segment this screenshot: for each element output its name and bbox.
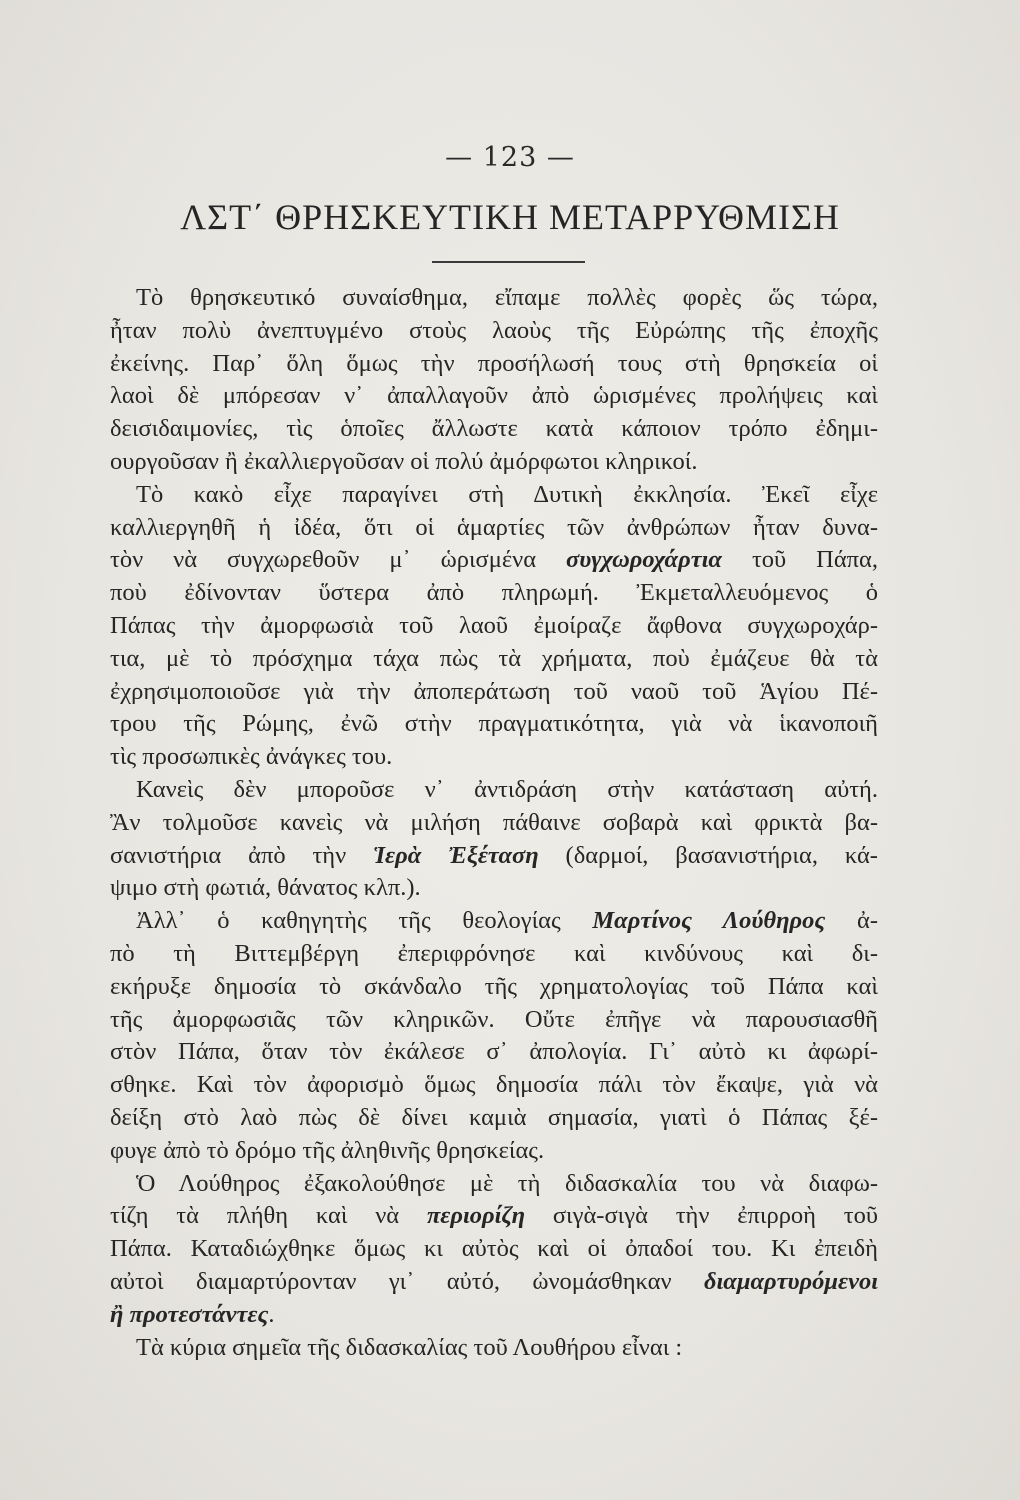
text-line: Πάπα. Καταδιώχθηκε ὅμως κι αὐτὸς καὶ οἱ ὀπαδοί του. Κι ἐπειδὴ [110,1235,878,1263]
text-line: λαοὶ δὲ μπόρεσαν ν᾽ ἀπαλλαγοῦν ἀπὸ ὡρισμένες προλήψεις καὶ [110,382,878,410]
text-line: Ὁ Λούθηρος ἐξακολούθησε μὲ τὴ διδασκαλία του νὰ διαφω- [136,1169,878,1197]
emphasized-term: συγχωροχάρτια [566,546,722,574]
text-segment: Ἀλλ᾽ ὁ καθηγητὴς τῆς θεολογίας [136,907,593,935]
text-line: τὶς προσωπικὲς ἀνάγκες του. [110,743,393,771]
text-line: ποὺ ἐδίνονταν ὕστερα ἀπὸ πληρωμή. Ἐκμεταλλευόμενος ὁ [110,579,878,607]
text-segment: σανιστήρια ἀπὸ τὴν [110,841,374,869]
text-line [110,905,878,938]
text-line: πὸ τὴ Βιττεμβέργη ἐπεριφρόνησε καὶ κινδύνους καὶ δι- [110,939,878,967]
text-line: καλλιεργηθῆ ἡ ἰδέα, ὅτι οἱ ἁμαρτίες τῶν ἀνθρώπων ἦταν δυνα- [110,513,878,541]
paragraph-4 [110,905,878,1167]
emphasized-term: περιορίζη [426,1202,526,1230]
emphasized-term: Ἱερὰ Ἐξέταση [373,841,539,869]
text-segment: σιγὰ-σιγὰ τὴν ἐπιρροὴ τοῦ [525,1202,879,1230]
text-line: Κανεὶς δὲν μποροῦσε ν᾽ ἀντιδράση στὴν κατάσταση αὐτή. [136,775,878,803]
text-line: τῆς ἀμορφωσιᾶς τῶν κληρικῶν. Οὔτε ἐπῆγε νὰ παρουσιασθῆ [110,1005,878,1033]
text-line: τρου τῆς Ρώμης, ἐνῶ στὴν πραγματικότητα, γιὰ νὰ ἱκανοποιῆ [110,710,878,738]
paragraph-6 [110,1332,878,1365]
text-segment: τοῦ Πάπα, [721,546,878,574]
paragraph-5 [110,1168,878,1332]
text-line [110,1299,878,1332]
text-segment: τὸν νὰ συγχωρεθοῦν μ᾽ ὡρισμένα [110,546,567,574]
text-line: ουργοῦσαν ἢ ἐκαλλιεργοῦσαν οἱ πολύ ἀμόρφωτοι κληρικοί. [110,447,698,475]
chapter-title: ΛΣΤ΄ ΘΡΗΣΚΕΥΤΙΚΗ ΜΕΤΑΡΡΥΘΜΙΣΗ [180,197,840,237]
text-segment: . [268,1300,275,1328]
text-line: δεισιδαιμονίες, τὶς ὁποῖες ἄλλωστε κατὰ κάποιον τρόπο ἐδημι- [110,415,878,443]
text-line: Τὸ κακὸ εἶχε παραγίνει στὴ Δυτικὴ ἐκκλησία. Ἐκεῖ εἶχε [136,480,878,508]
emphasized-term: Μαρτίνος Λούθηρος [592,907,826,935]
text-segment: ἀ- [825,907,879,935]
text-line: Τὰ κύρια σημεῖα τῆς διδασκαλίας τοῦ Λουθήρου εἶναι : [136,1333,683,1361]
text-line: εκήρυξε δημοσία τὸ σκάνδαλο τῆς χρηματολογίας τοῦ Πάπα καὶ [110,972,878,1000]
text-line: τια, μὲ τὸ πρόσχημα τάχα πὼς τὰ χρήματα, ποὺ ἐμάζευε θὰ τὰ [110,644,878,672]
text-line: Πάπας τὴν ἀμορφωσιὰ τοῦ λαοῦ ἐμοίραζε ἄφθονα συγχωροχάρ- [110,611,878,639]
text-line [110,1200,878,1233]
paragraph-1 [110,282,878,479]
page-number: — 123 — [445,142,575,173]
text-line: σθηκε. Καὶ τὸν ἀφορισμὸ ὅμως δημοσία πάλι τὸν ἔκαψε, γιὰ νὰ [110,1071,878,1099]
text-line: ἦταν πολὺ ἀνεπτυγμένο στοὺς λαοὺς τῆς Εὐρώπης τῆς ἐποχῆς [110,316,878,344]
text-line [110,1266,878,1299]
text-line [110,840,878,873]
text-segment: (δαρμοί, βασανιστήρια, κά- [538,841,878,869]
text-line: φυγε ἀπὸ τὸ δρόμο τῆς ἀληθινῆς θρησκείας. [110,1136,545,1164]
title-divider [432,261,585,263]
text-line: Ἂν τολμοῦσε κανεὶς νὰ μιλήση πάθαινε σοβαρὰ καὶ φρικτὰ βα- [110,808,878,836]
text-segment: τίζη τὰ πλήθη καὶ νὰ [110,1202,427,1230]
text-line: ψιμο στὴ φωτιά, θάνατος κλπ.). [110,874,421,902]
body-text [110,282,878,1364]
text-segment: αὐτοὶ διαμαρτύρονταν γι᾽ αὐτό, ὠνομάσθηκαν [110,1267,704,1295]
text-line [110,544,878,577]
text-line: ἐχρησιμοποιοῦσε γιὰ τὴν ἀποπεράτωση τοῦ ναοῦ τοῦ Ἁγίου Πέ- [110,677,878,705]
text-line: Τὸ θρησκευτικό συναίσθημα, εἴπαμε πολλὲς φορὲς ὥς τώρα, [136,284,878,311]
text-line: ἐκείνης. Παρ᾽ ὅλη ὅμως τὴν προσήλωσή τους στὴ θρησκεία οἱ [110,349,878,377]
text-line: δείξη στὸ λαὸ πὼς δὲ δίνει καμιὰ σημασία, γιατὶ ὁ Πάπας ξέ- [110,1103,878,1131]
text-line: στὸν Πάπα, ὅταν τὸν ἐκάλεσε σ᾽ ἀπολογία. Γι᾽ αὐτὸ κι ἀφωρί- [110,1038,878,1066]
paragraph-3 [110,774,878,905]
emphasized-term: ἢ προτεστάντες [110,1300,269,1328]
paragraph-2 [110,479,878,774]
emphasized-term: διαμαρτυρόμενοι [703,1267,878,1295]
